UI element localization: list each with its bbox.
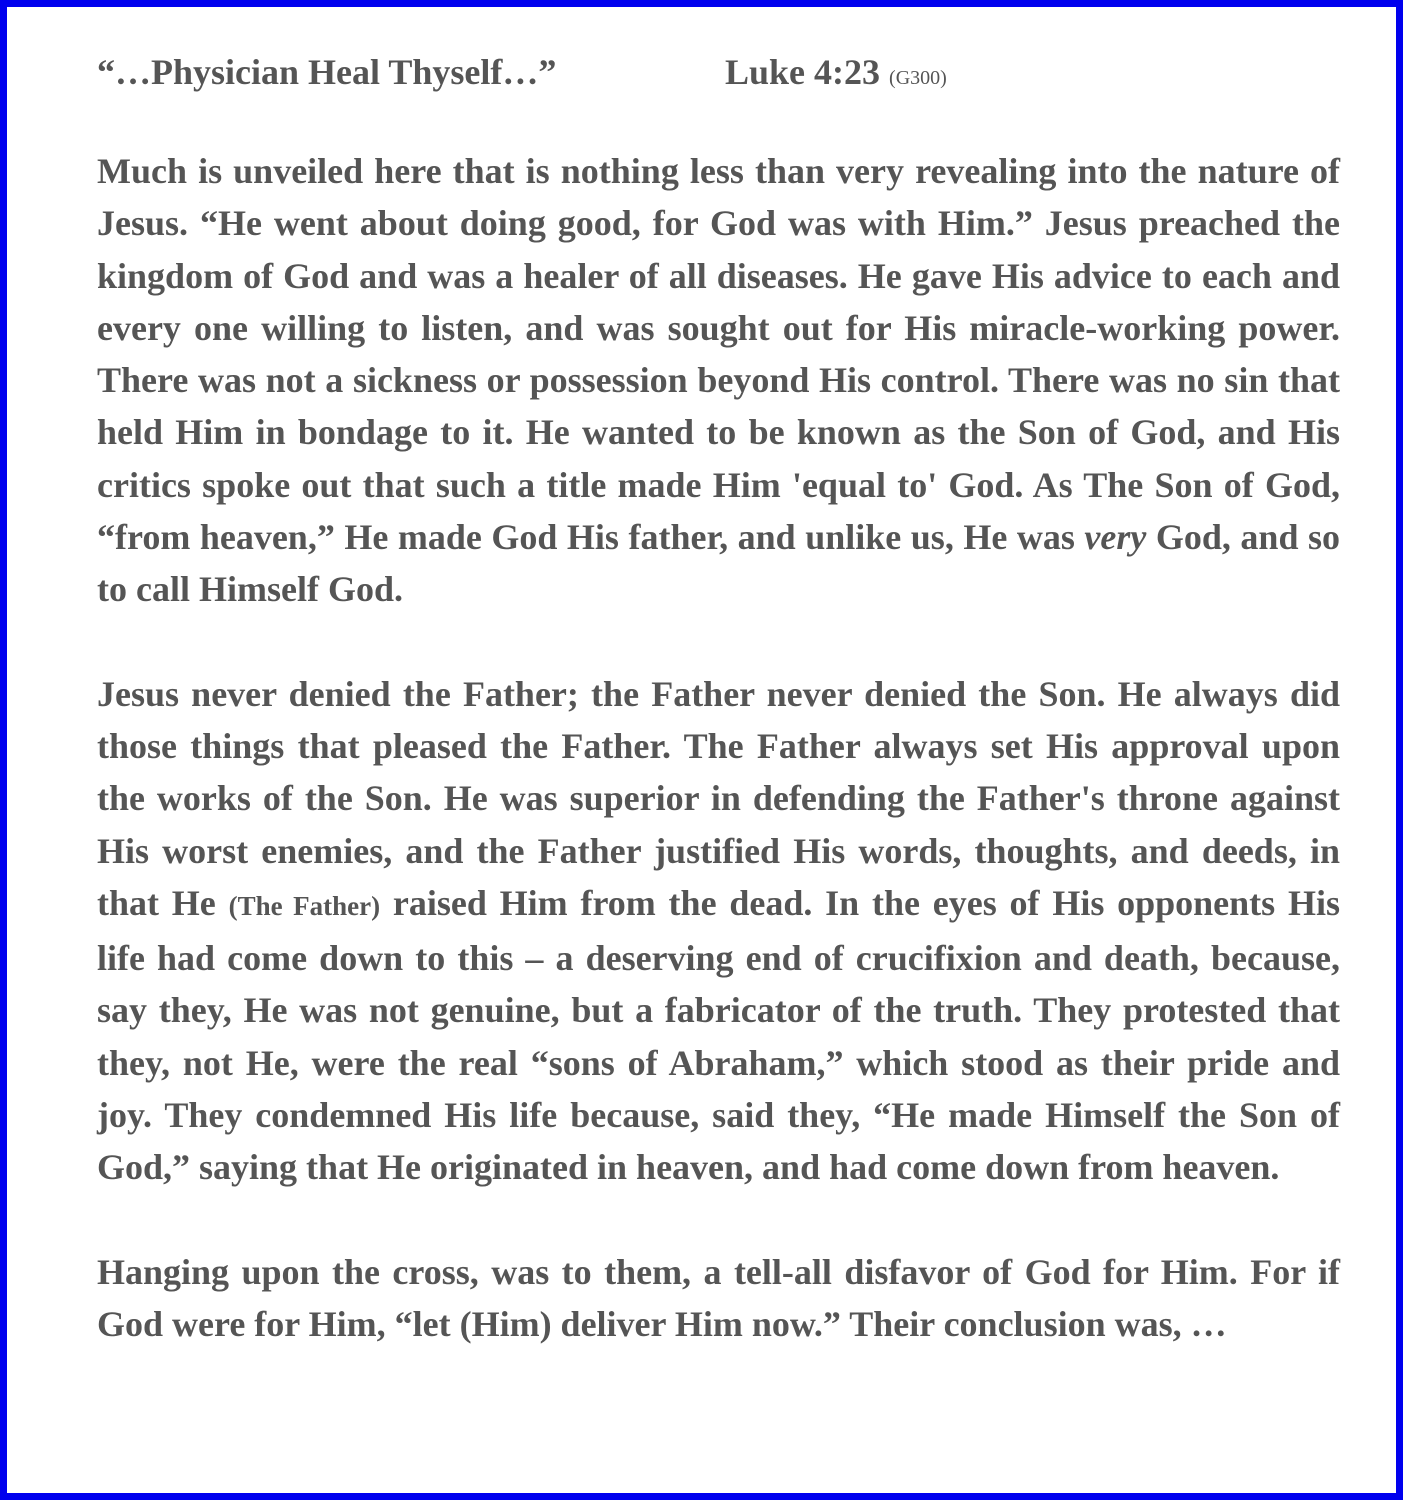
paragraph-1-text-b: God, and so to call Himself God. — [97, 517, 1340, 610]
paragraph-3 — [97, 1246, 1340, 1351]
page-header — [97, 47, 1340, 97]
document-page — [97, 47, 1340, 1350]
reference-code: (G300) — [889, 67, 947, 89]
paragraph-2-note: (The Father) — [228, 890, 381, 921]
paragraph-3-text: Hanging upon the cross, was to them, a tell-all disfavor of God for Him. For if God were for Him, “let (Him) deliver Him now.” Their conclusion was, … — [97, 1251, 1340, 1344]
paragraph-2-text-a: Jesus never denied the Father; the Father never denied the Son. He always did those things that pleased the Father. The Father always set His approval upon the works of the Son. He was superior in defending the Father's throne against His worst enemies, and the Father justified His words, thoughts, and deeds, in that He — [97, 673, 1340, 923]
scripture-reference: Luke 4:23 — [725, 52, 881, 92]
paragraph-1 — [97, 145, 1340, 616]
paragraph-1-text-a: Much is unveiled here that is nothing less than very revealing into the nature of Jesus. “He went about doing good, for God was with Him.” Jesus preached the kingdom of God and was a healer of all diseases. He gave His advice to each and every one willing to listen, and was sought out for His miracle-working power. There was not a sickness or possession beyond His control. There was no sin that held Him in bondage to it. He wanted to be known as the Son of God, and His critics spoke out that such a title made Him 'equal to' God. As The Son of God, “from heaven,” He made God His father, and unlike us, He was — [97, 151, 1340, 558]
page-title: “…Physician Heal Thyself…” — [97, 52, 557, 92]
paragraph-2-text-b: raised Him from the dead. In the eyes of His opponents His life had come down to this – a deserving end of crucifixion and death, because, say they, He was not genuine, but a fabricator of the truth. They protested that they, not He, were the real “sons of Abraham,” which stood as their pride and joy. They condemned His life because, said they, “He made Himself the Son of God,” saying that He originated in heaven, and had come down from heaven. — [97, 882, 1340, 1188]
paragraph-2 — [97, 668, 1340, 1194]
paragraph-1-emphasis: very — [1084, 517, 1147, 558]
